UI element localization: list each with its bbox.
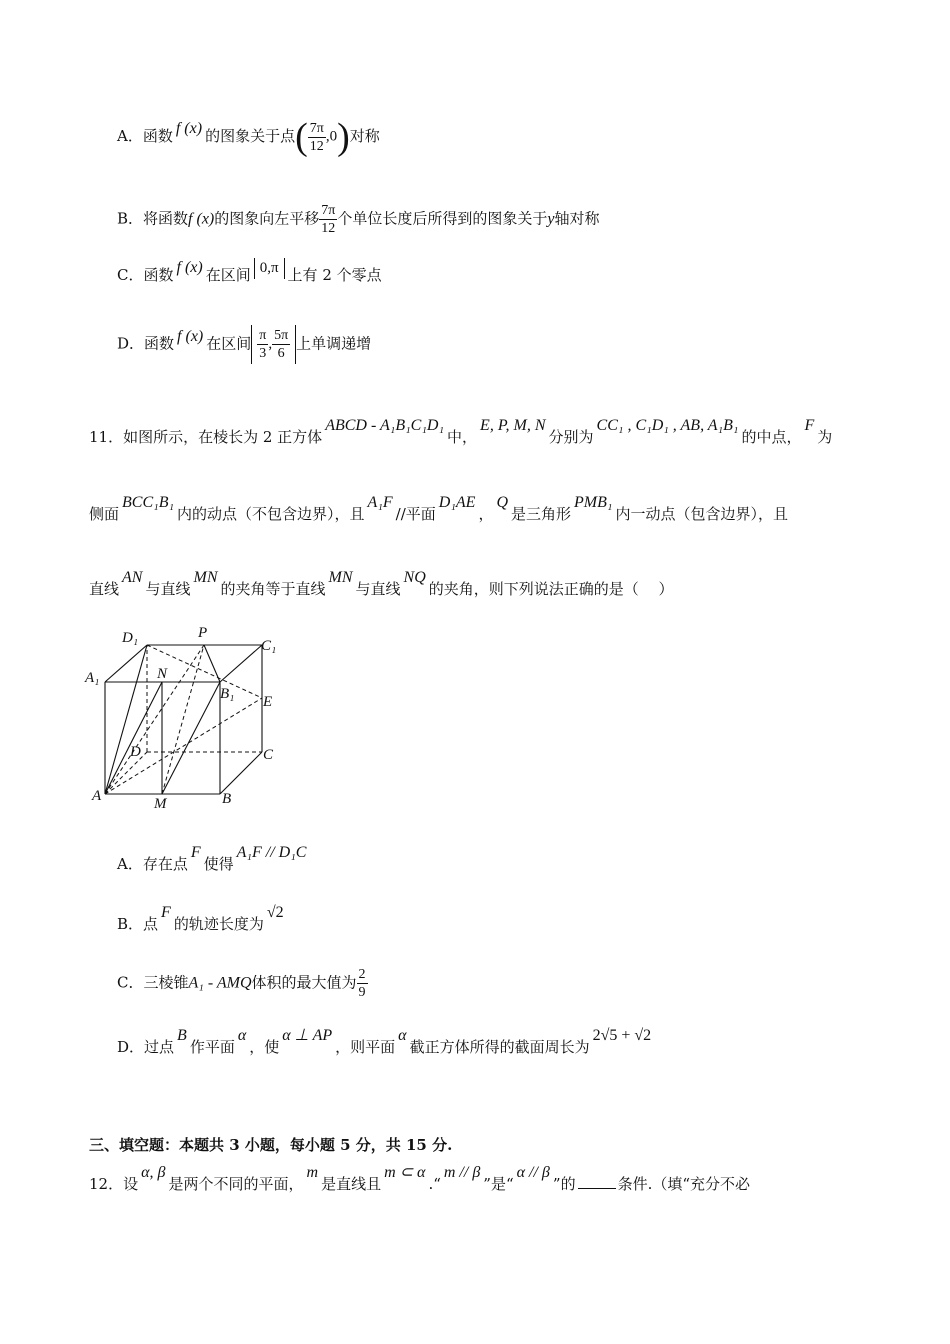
hidden-segment-M-P [162,645,204,794]
q11-option-a: A．存在点F使得A₁F // D₁C [117,844,307,873]
q11-option-c: C．三棱锥A₁ - AMQ体积的最大值为 $\frac{2}{9}$ [117,967,366,1000]
label-N: N [157,666,168,682]
section-3-heading: 三、填空题：本题共 3 小题，每小题 5 分，共 15 分. [89,1136,453,1154]
edge-A1-D1 [105,645,147,682]
segment-P-B1 [204,645,220,682]
q11-stem-line1: 11．如图所示，在棱长为 2 正方体ABCD - A₁B₁C₁D₁中，E, P, M, N分别为CC₁ , C₁D₁ , AB, A₁B₁的中点，F为 [89,417,833,446]
label-C: C [263,747,274,763]
label-C1: C₁ [261,638,277,654]
answer-blank[interactable] [578,1188,616,1189]
label-D1: D₁ [122,630,139,646]
q11-option-d: D．过点B作平面α，使α ⊥ AP，则平面α截正方体所得的截面周长为2√5 + √2 [117,1027,652,1056]
q10-option-b: B．将函数f (x)的图象向左平移 $\frac{7\pi}{12}$ 个单位长度后所得到的图象关于y轴对称 [117,203,600,236]
cube-figure [80,618,290,813]
fraction: $\frac{7\pi}{12}$ [321,203,336,236]
label-E: E [263,694,273,710]
q10-option-c: C．函数 f (x) 在区间 0,π 上有 2 个零点 [117,259,382,284]
q11-option-b: B．点F的轨迹长度为√2 [117,904,284,933]
label-A: A [92,788,102,804]
q12-stem: 12．设α, β是两个不同的平面，m是直线且m ⊂ α.“m // β”是“α // β”的 条件.（填“充分不必 [89,1164,751,1193]
label-A1: A₁ [85,670,100,686]
label-D: D [130,744,141,760]
fraction: $\frac{7\pi}{12}$ [309,120,324,154]
label-M: M [154,796,167,812]
edge-B1-C1 [220,645,262,682]
hidden-segment-A-P [105,645,204,794]
q10-option-d: D．函数 f (x) 在区间 $\frac{\pi}{3}$ , $\frac{5\pi}{6}$ 上单调递增 [117,325,371,364]
q11-stem-line3: 直线AN与直线MN的夹角等于直线MN与直线NQ的夹角，则下列说法正确的是（ ） [89,569,674,598]
segment-A-N [105,682,162,794]
label-P: P [198,625,208,641]
edge-B-C [220,752,262,794]
label-B1: B₁ [220,686,235,702]
q10-option-a: A．函数 f (x) 的图象关于点( $\frac{7\pi}{12}$ ,0)对称 [117,116,380,158]
label-B: B [222,791,232,807]
q11-stem-line2: 侧面BCC₁B₁内的动点（不包含边界），且A₁F//平面D₁AE，Q是三角形PMB₁内一动点（包含边界），且 [89,494,788,523]
fraction: $\frac{2}{9}$ [358,967,366,1000]
segment-M-B1 [162,682,220,794]
